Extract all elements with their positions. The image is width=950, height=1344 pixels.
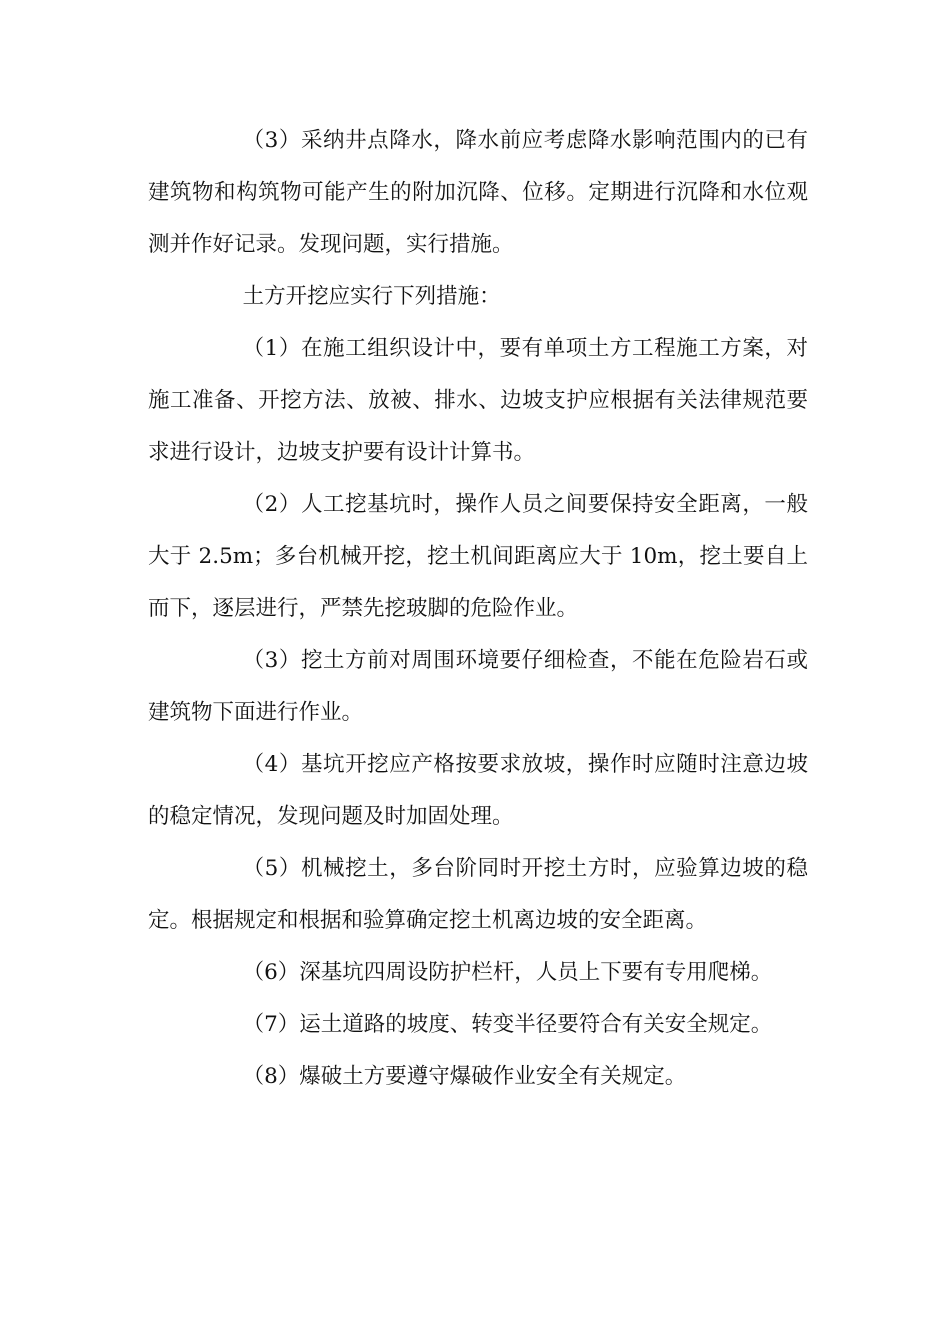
- paragraph-measure-1: （1）在施工组织设计中，要有单项土方工程施工方案，对施工准备、开挖方法、放被、排水、边坡支护应根据有关法律规范要求进行设计，边坡支护要有设计计算书。: [148, 336, 808, 465]
- paragraph-measure-7: （7）运土道路的坡度、转变半径要符合有关安全规定。: [242, 1012, 773, 1037]
- paragraph-measure-6: （6）深基坑四周设防护栏杆，人员上下要有专用爬梯。: [242, 960, 773, 985]
- paragraph-measure-5: （5）机械挖土，多台阶同时开挖土方时，应验算边坡的稳定。根据规定和根据和验算确定挖土机离边坡的安全距离。: [148, 856, 808, 933]
- paragraph-measure-3: （3）挖土方前对周围环境要仔细检查，不能在危险岩石或建筑物下面进行作业。: [148, 648, 808, 725]
- paragraph-dewatering: （3）采纳井点降水，降水前应考虑降水影响范围内的已有建筑物和构筑物可能产生的附加沉降、位移。定期进行沉降和水位观测并作好记录。发现问题，实行措施。: [148, 128, 808, 257]
- paragraph-measure-2: （2）人工挖基坑时，操作人员之间要保持安全距离，一般大于 2.5m；多台机械开挖，挖土机间距离应大于 10m，挖土要自上而下，逐层进行，严禁先挖玻脚的危险作业。: [148, 492, 808, 621]
- paragraph-measure-4: （4）基坑开挖应产格按要求放坡，操作时应随时注意边坡的稳定情况，发现问题及时加固处理。: [148, 752, 808, 829]
- paragraph-measure-8: （8）爆破土方要遵守爆破作业安全有关规定。: [242, 1064, 687, 1089]
- document-body: [148, 115, 808, 1103]
- paragraph-excavation-intro: 土方开挖应实行下列措施：: [242, 284, 501, 309]
